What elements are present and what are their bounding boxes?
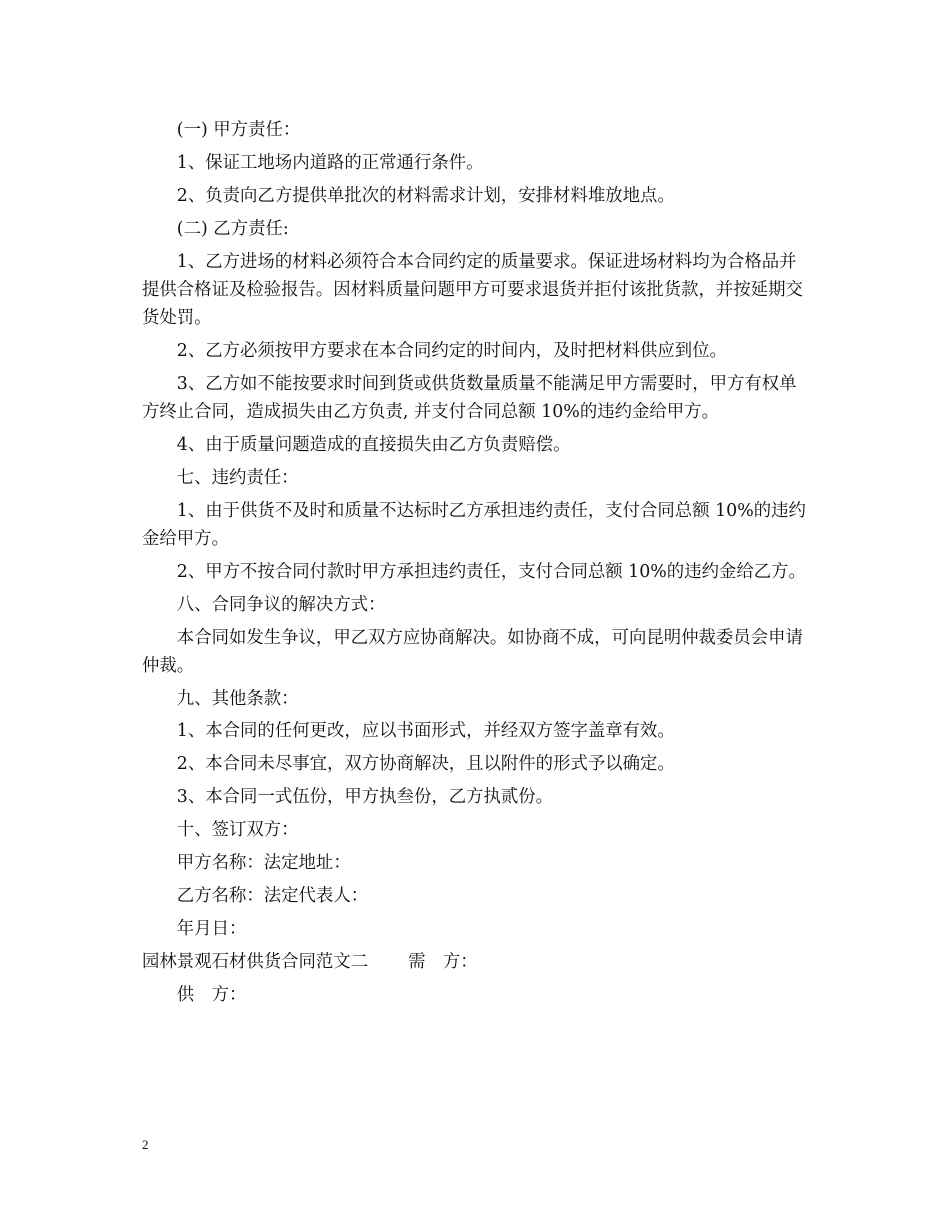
document-body xyxy=(142,116,812,1009)
section-heading-breach: 七、违约责任： xyxy=(176,467,299,488)
paragraph: 1、本合同的任何更改，应以书面形式，并经双方签字盖章有效。 xyxy=(176,721,675,742)
section-heading-signatories: 十、签订双方： xyxy=(176,820,299,841)
paragraph: 1、由于供货不及时和质量不达标时乙方承担违约责任，支付合同总额 10%的违约金给甲方。 xyxy=(142,500,806,549)
signature-line-party-b: 乙方名称：法定代表人： xyxy=(176,885,369,906)
paragraph: 2、本合同未尽事宜，双方协商解决，且以附件的形式予以确定。 xyxy=(176,754,675,775)
section-heading-other-terms: 九、其他条款： xyxy=(176,688,299,709)
next-contract-title: 园林景观石材供货合同范文二 xyxy=(142,951,369,972)
page-number: 2 xyxy=(142,1137,149,1152)
next-contract-buyer: 需 方： xyxy=(408,951,478,972)
section-heading-party-a-duties: (一) 甲方责任： xyxy=(176,120,301,140)
date-line: 年月日： xyxy=(176,918,247,939)
paragraph: 2、甲方不按合同付款时甲方承担违约责任，支付合同总额 10%的违约金给乙方。 xyxy=(176,561,806,582)
next-contract-supplier: 供 方： xyxy=(176,984,247,1005)
signature-line-party-a: 甲方名称：法定地址： xyxy=(176,853,351,874)
next-contract-heading-line xyxy=(142,948,812,976)
paragraph: 2、乙方必须按甲方要求在本合同约定的时间内，及时把材料供应到位。 xyxy=(176,340,727,361)
paragraph: 2、负责向乙方提供单批次的材料需求计划，安排材料堆放地点。 xyxy=(176,185,675,206)
paragraph: 本合同如发生争议，甲乙双方应协商解决。如协商不成，可向昆明仲裁委员会申请仲裁。 xyxy=(142,627,803,676)
section-heading-party-b-duties: (二) 乙方责任: xyxy=(176,218,289,239)
paragraph: 3、本合同一式伍份，甲方执叁份，乙方执贰份。 xyxy=(176,787,554,808)
paragraph: 1、保证工地场内道路的正常通行条件。 xyxy=(176,152,484,173)
paragraph: 3、乙方如不能按要求时间到货或供货数量质量不能满足甲方需要时，甲方有权单方终止合同，造成损失由乙方负责, 并支付合同总额 10%的违约金给甲方。 xyxy=(142,373,797,422)
paragraph: 1、乙方进场的材料必须符合本合同约定的质量要求。保证进场材料均为合格品并提供合格证及检验报告。因材料质量问题甲方可要求退货并拒付该批货款，并按延期交货处罚。 xyxy=(142,251,803,328)
section-heading-disputes: 八、合同争议的解决方式： xyxy=(176,594,386,615)
paragraph: 4、由于质量问题造成的直接损失由乙方负责赔偿。 xyxy=(176,434,571,455)
